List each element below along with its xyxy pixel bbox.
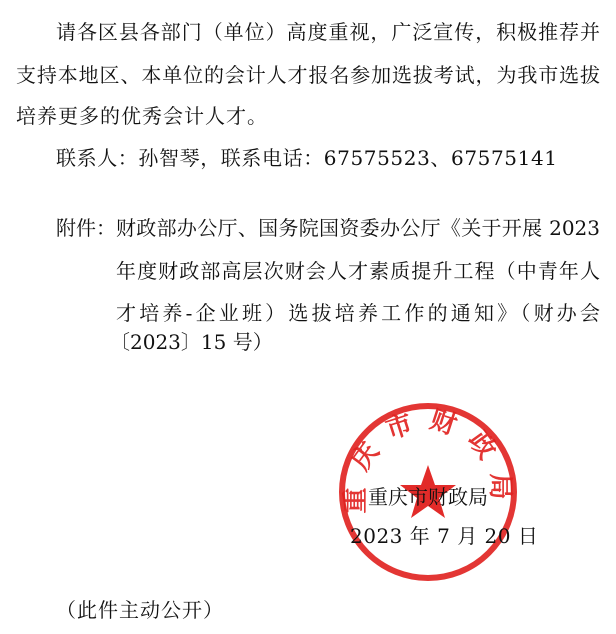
attachment-line-1: 财政部办公厅、国务院国资委办公厅《关于开展 2023	[116, 216, 600, 240]
attachment-line-4: 〔2023〕15 号）	[110, 330, 273, 354]
public-notice: （此件主动公开）	[56, 598, 224, 622]
paragraph-line-3: 培养更多的优秀会计人才。	[16, 104, 268, 128]
signature-org: 重庆市财政局	[368, 485, 488, 509]
seal-text: 重庆市财政局	[340, 404, 516, 514]
attachment-line-3: 才培养-企业班）选拔培养工作的通知》（财办会	[116, 301, 600, 325]
contact-line: 联系人：孙智琴，联系电话：67575523、67575141	[56, 146, 558, 170]
signature-date: 2023 年 7 月 20 日	[350, 524, 539, 548]
paragraph-line-2: 支持本地区、本单位的会计人才报名参加选拔考试，为我市选拔	[16, 63, 600, 87]
attachment-label: 附件：	[56, 216, 116, 240]
attachment-line-2: 年度财政部高层次财会人才素质提升工程（中青年人	[116, 259, 600, 283]
paragraph-line-1: 请各区县各部门（单位）高度重视，广泛宣传，积极推荐并	[56, 20, 600, 44]
